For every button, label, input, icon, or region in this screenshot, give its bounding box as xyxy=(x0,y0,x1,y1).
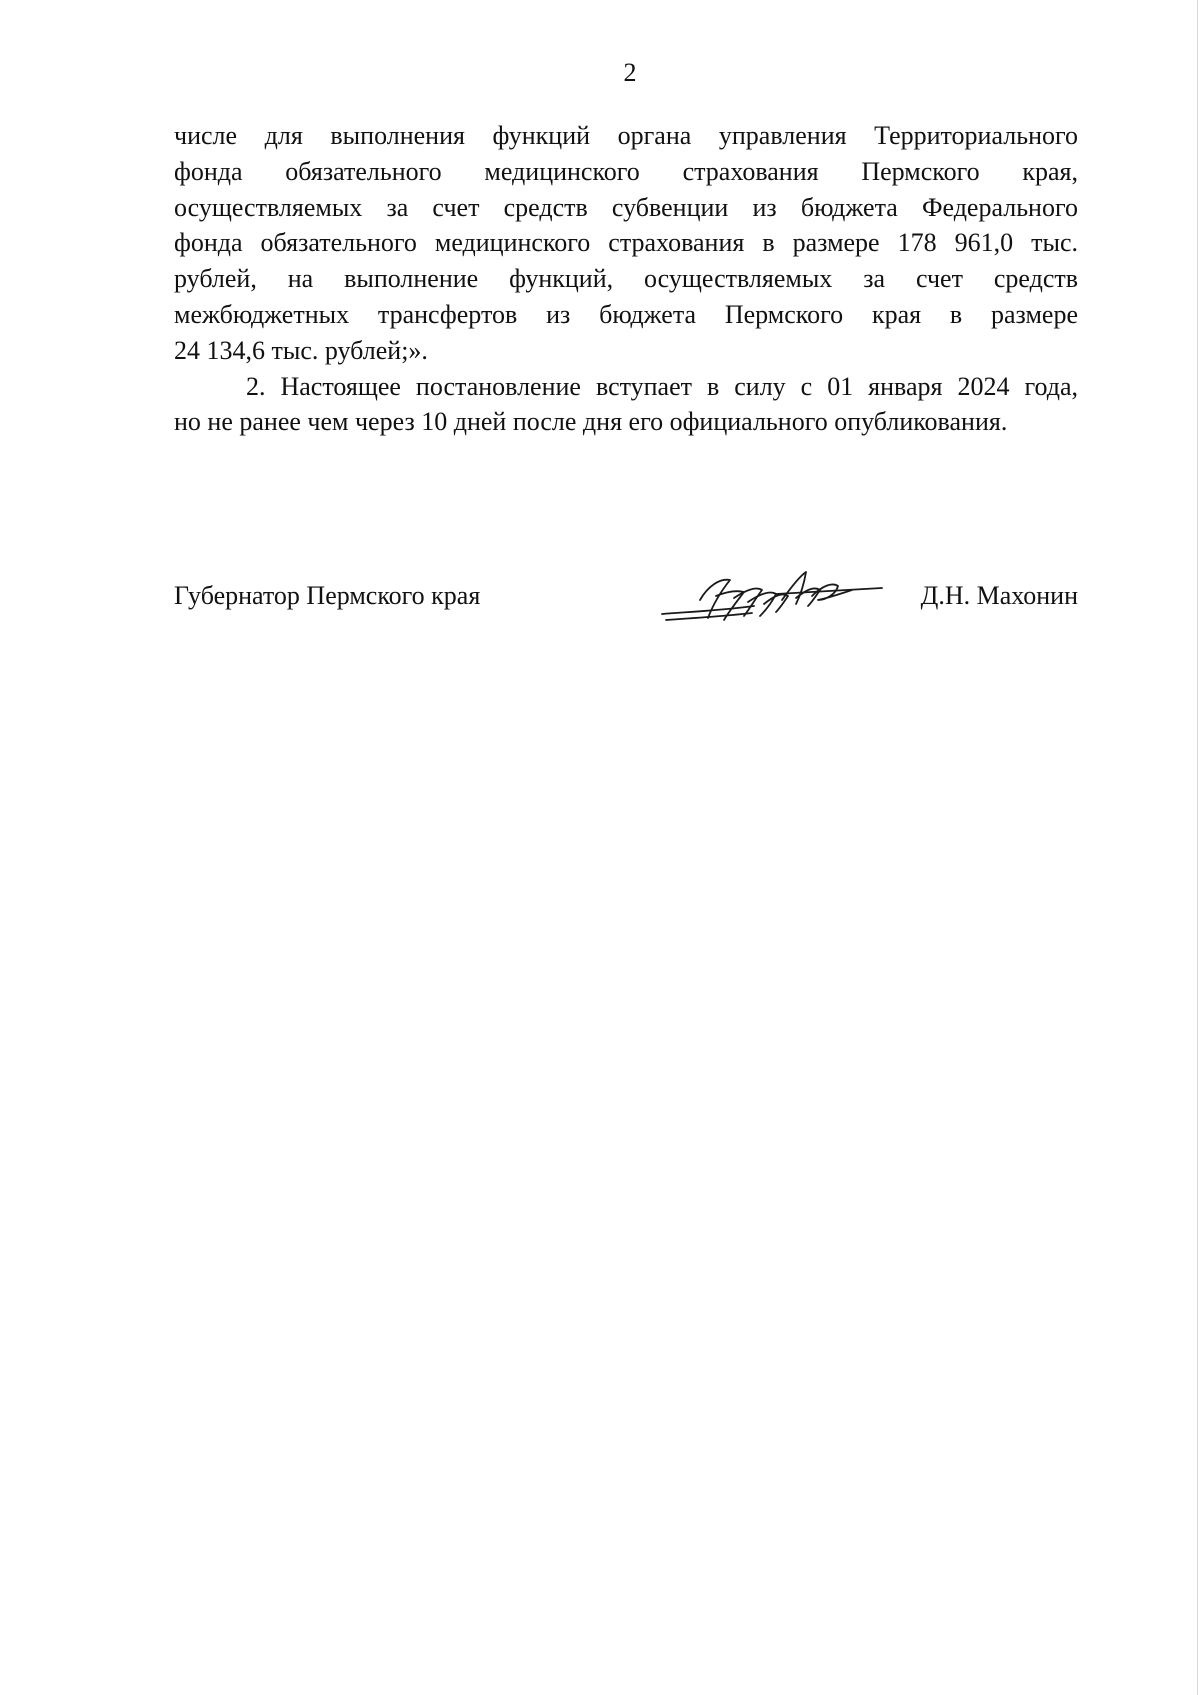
page-number: 2 xyxy=(623,58,637,87)
text-line: фонда обязательного медицинского страхования Пермского края, xyxy=(174,156,1078,186)
text-line: числе для выполнения функций органа управления Территориального xyxy=(174,121,1078,150)
signatory-position: Губернатор Пермского края xyxy=(174,581,481,610)
scan-edge-divider xyxy=(1197,0,1198,1695)
document-body xyxy=(174,118,1078,440)
paragraph-2 xyxy=(174,369,1078,441)
text-line: 24 134,6 тыс. рублей;». xyxy=(174,335,428,365)
signature-block xyxy=(174,576,1078,636)
text-line: осуществляемых за счет средств субвенции из бюджета Федерального xyxy=(174,192,1078,222)
text-line: но не ранее чем через 10 дней после дня его официального опубликования. xyxy=(174,407,1008,437)
text-line: межбюджетных трансфертов из бюджета Пермского края в размере xyxy=(174,299,1078,329)
text-line: фонда обязательного медицинского страхования в размере 178 961,0 тыс. xyxy=(174,228,1078,258)
paragraph-1 xyxy=(174,118,1078,369)
text-line: рублей, на выполнение функций, осуществляемых за счет средств xyxy=(174,264,1078,294)
handwritten-signature xyxy=(656,556,886,636)
signatory-name: Д.Н. Махонин xyxy=(920,581,1078,610)
text-line: 2. Настоящее постановление вступает в силу с 01 января 2024 года, xyxy=(246,371,1078,401)
